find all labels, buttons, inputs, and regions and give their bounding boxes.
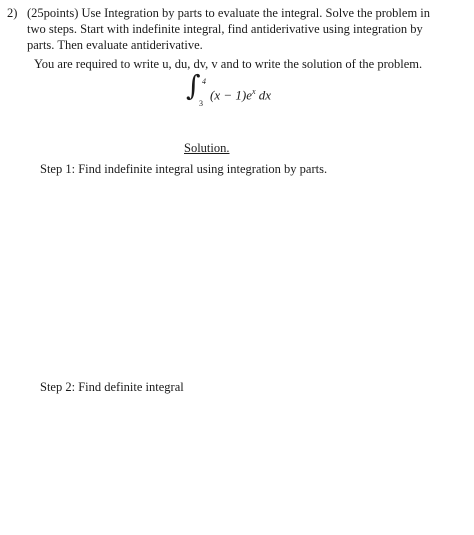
integrand-exponent: x xyxy=(251,87,256,96)
lower-limit: 3 xyxy=(199,99,203,108)
differential: dx xyxy=(255,87,272,103)
problem-text: (25points) Use Integration by parts to evaluate the integral. Solve the problem in two steps. Start with indefinite integral, find antiderivative using integration by parts. Then evaluate antiderivative. xyxy=(27,6,431,52)
integrand-base: (x − 1)e xyxy=(210,87,252,103)
upper-limit: 4 xyxy=(202,77,206,86)
integrand xyxy=(210,87,271,103)
instruction-text: You are required to write u, du, dv, v and to write the solution of the problem. xyxy=(34,57,423,71)
step-2-text: Step 2: Find definite integral xyxy=(40,380,184,394)
solution-heading: Solution. xyxy=(184,141,230,155)
step-1-text: Step 1: Find indefinite integral using integration by parts. xyxy=(40,162,328,176)
problem-statement xyxy=(7,5,437,53)
definite-integral xyxy=(180,69,300,116)
problem-number: 2) xyxy=(7,6,18,20)
integral-sign: ∫ xyxy=(186,69,201,102)
